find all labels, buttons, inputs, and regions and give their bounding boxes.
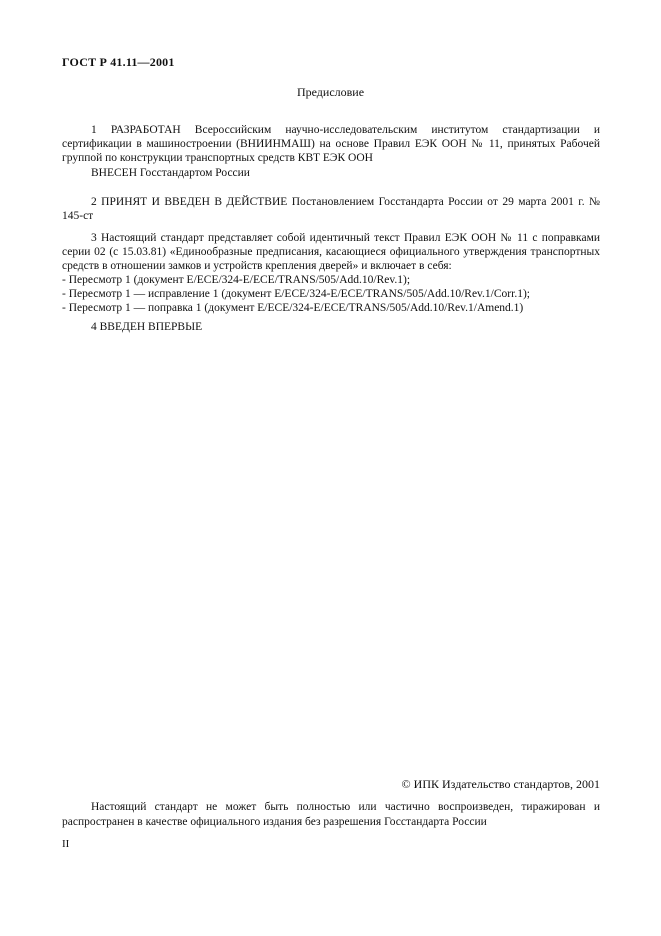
paragraph-introduced-by: ВНЕСЕН Госстандартом России: [91, 167, 250, 179]
list-item: - Пересмотр 1 (документ E/ECE/324-E/ECE/TRANS/505/Add.10/Rev.1);: [62, 274, 411, 286]
paragraph-adopted: 2 ПРИНЯТ И ВВЕДЕН В ДЕЙСТВИЕ Постановлением Госстандарта России от 29 марта 2001 г. № 145-ст: [62, 196, 600, 222]
paragraph-developed-by: 1 РАЗРАБОТАН Всероссийским научно-исследовательским институтом стандартизации и сертификации в машиностроении (ВНИИНМАШ) на основе Правил ЕЭК ООН № 11, принятых Рабочей группой по конструкции транспортных средств КВТ ЕЭК ООН: [62, 124, 600, 164]
revision-list: [62, 273, 600, 315]
paragraph-identical-text-intro: 3 Настоящий стандарт представляет собой идентичный текст Правил ЕЭК ООН № 11 с поправками серии 02 (с 15.03.81) «Единообразные предписания, касающиеся официального утверждения транспортных средств в отношении замков и устройств крепления дверей» и включает в себя:: [62, 232, 600, 272]
page-number: II: [62, 838, 70, 850]
paragraph-identical-text: [62, 231, 600, 315]
paragraph-first-introduced: 4 ВВЕДЕН ВПЕРВЫЕ: [91, 321, 203, 333]
reproduction-notice: Настоящий стандарт не может быть полностью или частично воспроизведен, тиражирован и распространен в качестве официального издания без разрешения Госстандарта России: [62, 801, 600, 828]
copyright-line: © ИПК Издательство стандартов, 2001: [401, 777, 600, 791]
section-title: Предисловие: [296, 85, 365, 99]
document-code: ГОСТ Р 41.11—2001: [62, 55, 175, 69]
list-item: - Пересмотр 1 — исправление 1 (документ E/ECE/324-E/ECE/TRANS/505/Add.10/Rev.1/Corr.1);: [62, 288, 530, 300]
list-item: - Пересмотр 1 — поправка 1 (документ E/ECE/324-E/ECE/TRANS/505/Add.10/Rev.1/Amend.1): [62, 302, 524, 314]
